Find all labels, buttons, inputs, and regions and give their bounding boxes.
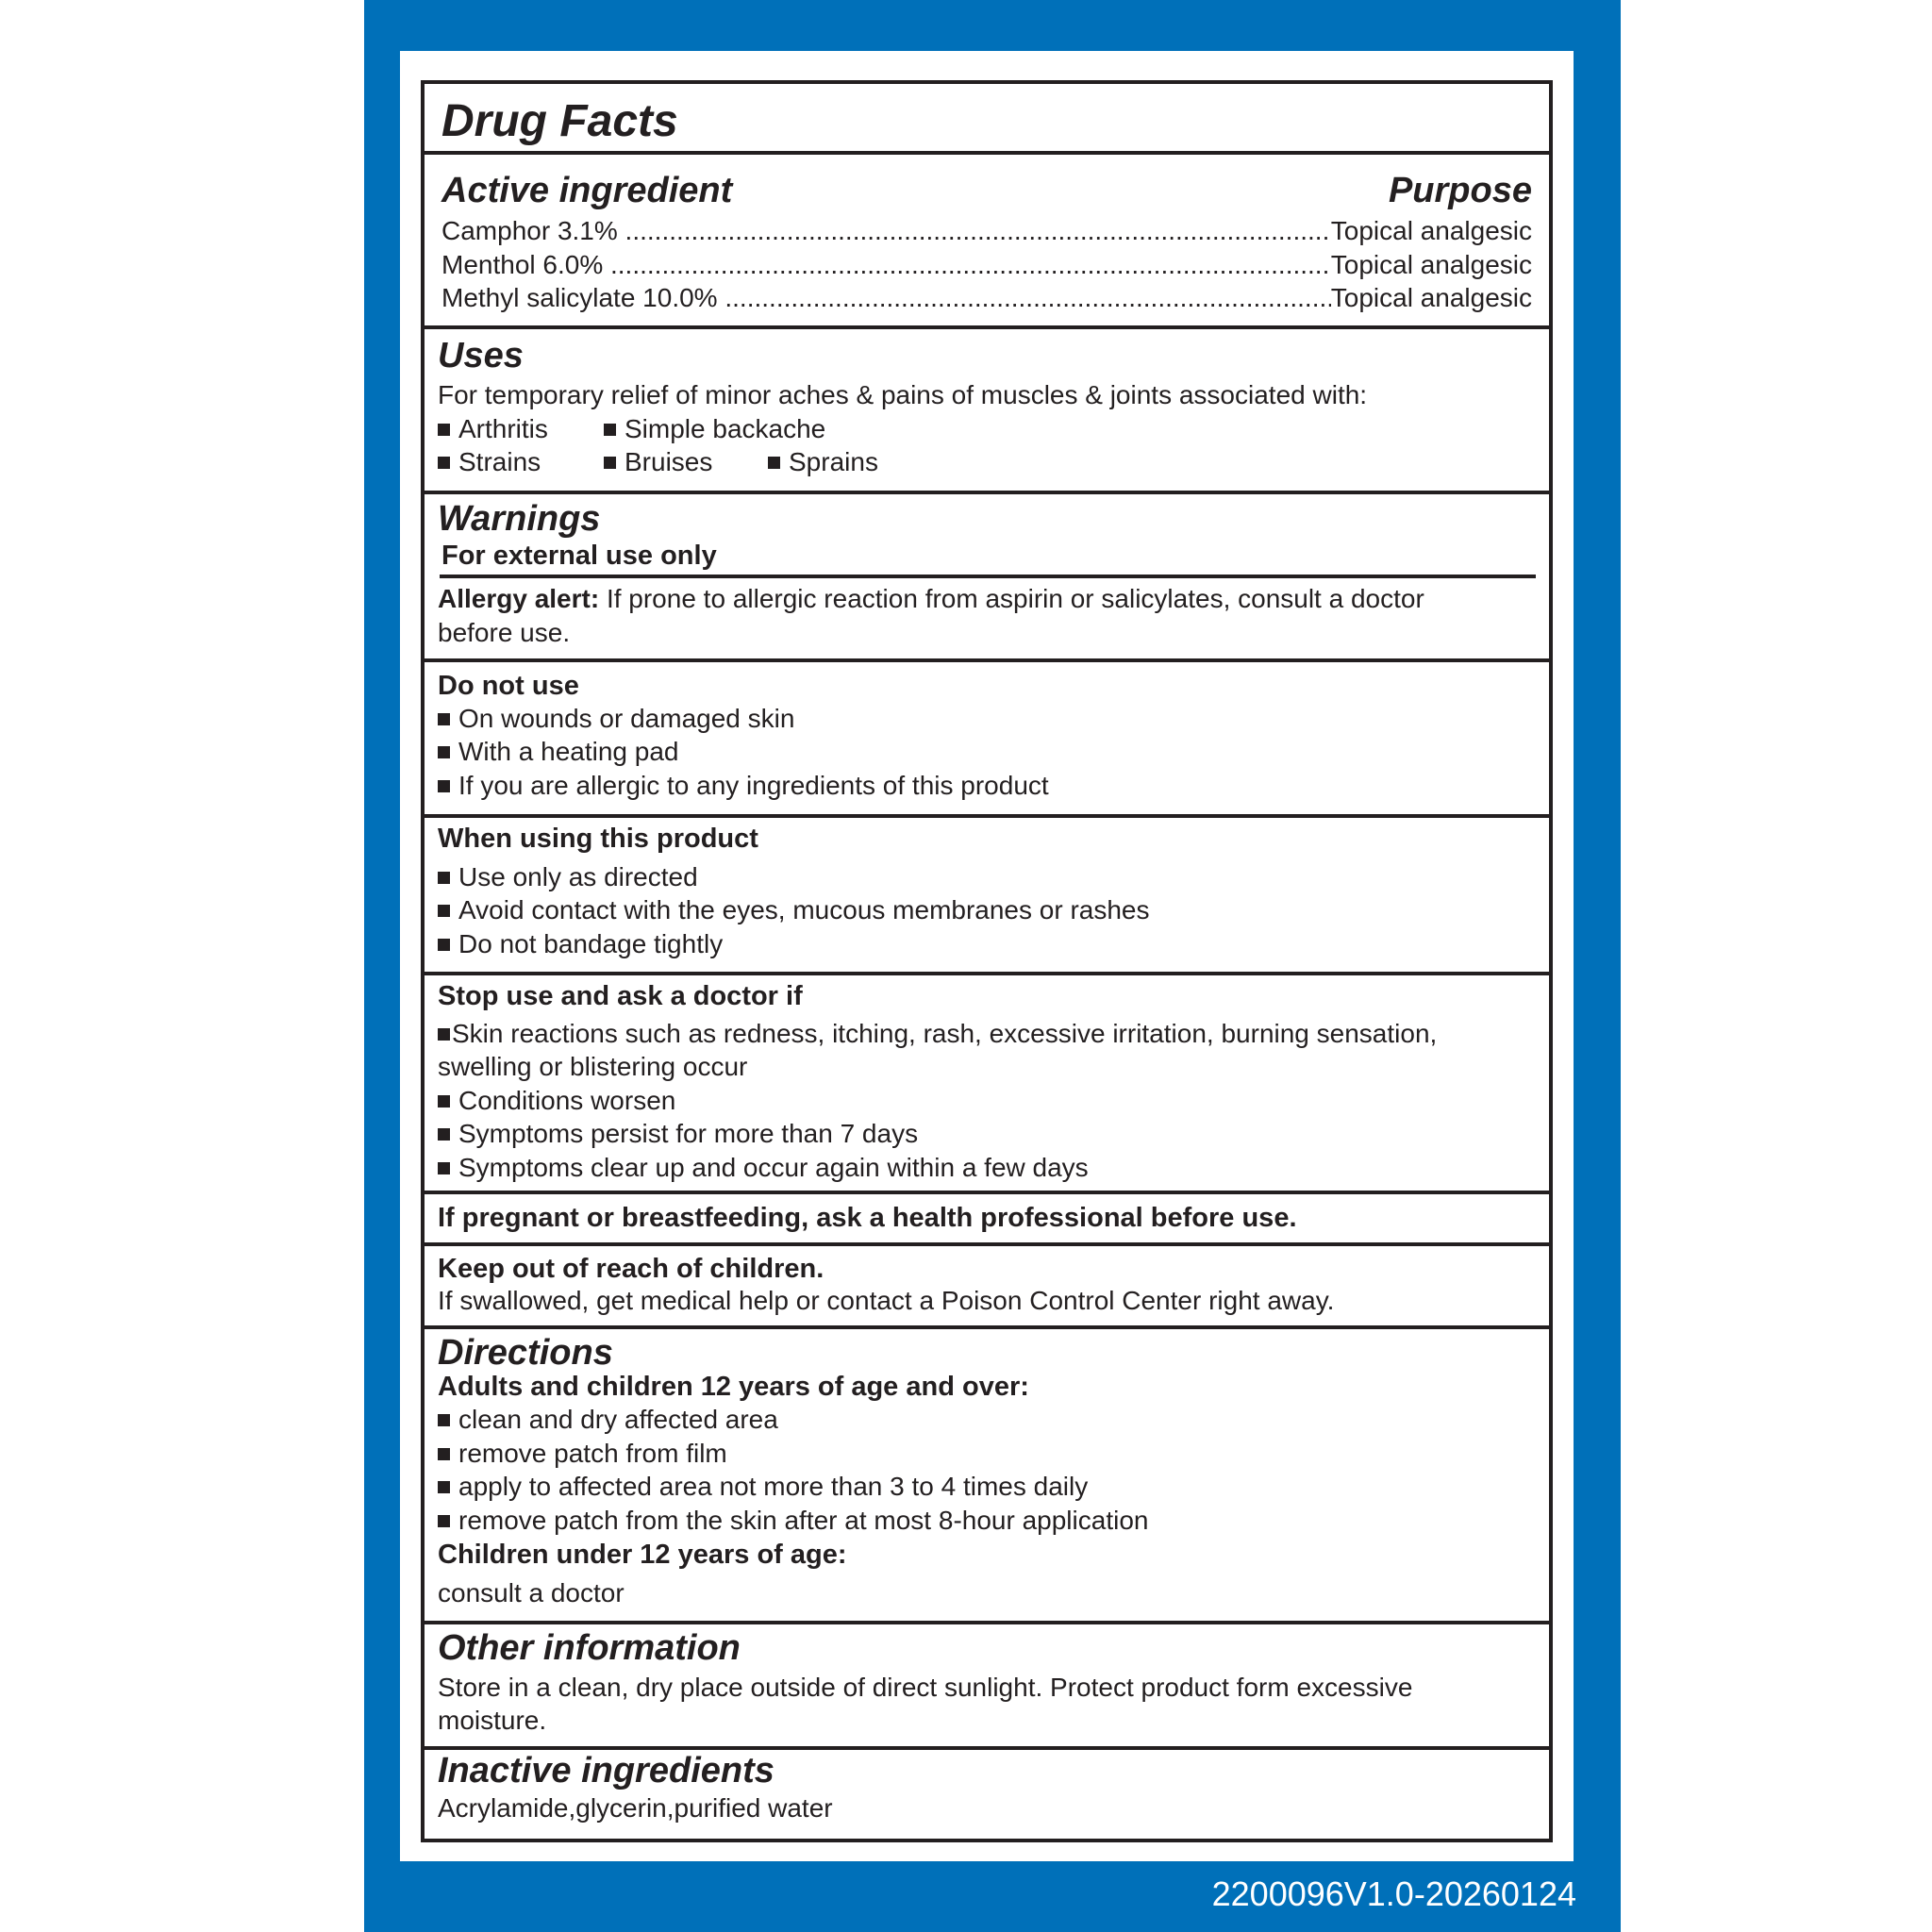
inactive-heading: Inactive ingredients [438,1751,774,1790]
bullet-icon [438,1448,450,1460]
bullet-icon [438,939,450,951]
children-label: Children under 12 years of age: [438,1540,847,1570]
divider [425,491,1549,494]
other-info-heading: Other information [438,1628,741,1668]
divider [425,814,1549,818]
divider [425,325,1549,329]
keep-out-heading: Keep out of reach of children. [438,1254,824,1284]
divider [425,1621,1549,1624]
ingredient-purpose: Topical analgesic [1330,283,1532,312]
ingredient-name: Menthol 6.0% ..... [441,248,1331,282]
do-not-use-item: With a heating pad [438,735,679,769]
bullet-icon [604,457,616,469]
bullet-icon [438,1095,450,1108]
adults-label: Adults and children 12 years of age and over: [438,1372,1029,1402]
ingredient-name: Camphor 3.1% ..... [441,214,1331,248]
bullet-icon [438,1028,450,1041]
allergy-alert-line [438,582,1424,616]
active-ingredient-heading: Active ingredient [441,171,733,210]
other-info-text: Store in a clean, dry place outside of direct sunlight. Protect product form excessive [438,1673,1413,1702]
uses-item: Sprains [768,445,878,479]
active-row [441,214,1532,248]
when-using-heading: When using this product [438,824,758,854]
directions-heading: Directions [438,1333,613,1373]
inactive-text: Acrylamide,glycerin,purified water [438,1793,833,1823]
do-not-use-item: If you are allergic to any ingredients of this product [438,769,1049,803]
bullet-icon [438,1162,450,1174]
uses-item: Strains [438,445,541,479]
divider [425,1242,1549,1246]
ingredient-purpose: Topical analgesic [1330,250,1532,279]
divider [425,1325,1549,1329]
children-text: consult a doctor [438,1578,625,1607]
bullet-icon [438,1414,450,1426]
drug-facts-panel [421,80,1553,1842]
bullet-icon [438,424,450,436]
stop-use-item: Conditions worsen [438,1084,675,1118]
bullet-icon [604,424,616,436]
when-using-item: Avoid contact with the eyes, mucous membranes or rashes [438,893,1150,927]
pregnant-warning: If pregnant or breastfeeding, ask a health professional before use. [438,1203,1297,1233]
warnings-heading: Warnings [438,499,601,539]
uses-item: Bruises [604,445,712,479]
divider [440,575,1536,578]
bullet-icon [768,457,780,469]
bullet-icon [438,872,450,884]
stop-use-item: Symptoms persist for more than 7 days [438,1117,918,1151]
divider [425,151,1549,155]
active-row [441,281,1532,315]
external-use-only: For external use only [441,541,717,571]
version-code: 2200096V1.0-20260124 [1211,1874,1576,1913]
when-using-item: Do not bandage tightly [438,927,723,961]
active-row [441,248,1532,282]
directions-item: apply to affected area not more than 3 to 4 times daily [438,1470,1088,1504]
stop-use-item: Skin reactions such as redness, itching, rash, excessive irritation, burning sensation, [438,1017,1437,1051]
divider [425,1191,1549,1194]
uses-item: Simple backache [604,412,825,446]
allergy-alert-text: If prone to allergic reaction from aspirin or salicylates, consult a doctor [599,584,1424,613]
bullet-icon [438,457,450,469]
directions-item: clean and dry affected area [438,1403,778,1437]
bullet-icon [438,713,450,725]
uses-heading: Uses [438,336,524,375]
directions-item: remove patch from film [438,1437,727,1471]
keep-out-text: If swallowed, get medical help or contact a Poison Control Center right away. [438,1286,1335,1315]
stop-use-item: Symptoms clear up and occur again within a few days [438,1151,1089,1185]
allergy-alert-label: Allergy alert: [438,584,600,613]
when-using-item: Use only as directed [438,860,698,894]
ingredient-purpose: Topical analgesic [1330,216,1532,245]
do-not-use-heading: Do not use [438,671,579,701]
uses-intro: For temporary relief of minor aches & pains of muscles & joints associated with: [438,380,1368,409]
divider [425,972,1549,975]
bullet-icon [438,1515,450,1527]
stop-use-heading: Stop use and ask a doctor if [438,981,803,1011]
directions-item: remove patch from the skin after at most 8-hour application [438,1504,1148,1538]
allergy-alert-text-cont: before use. [438,618,571,647]
bullet-icon [438,1128,450,1141]
drug-facts-title: Drug Facts [441,96,678,146]
other-info-text-cont: moisture. [438,1706,547,1735]
divider [425,658,1549,662]
stop-use-item-cont: swelling or blistering occur [438,1052,748,1081]
bullet-icon [438,780,450,792]
ingredient-name: Methyl salicylate 10.0% ..... [441,281,1331,315]
bullet-icon [438,1481,450,1493]
bullet-icon [438,746,450,758]
bullet-icon [438,905,450,917]
do-not-use-item: On wounds or damaged skin [438,702,794,736]
purpose-heading: Purpose [1388,171,1532,210]
uses-item: Arthritis [438,412,548,446]
